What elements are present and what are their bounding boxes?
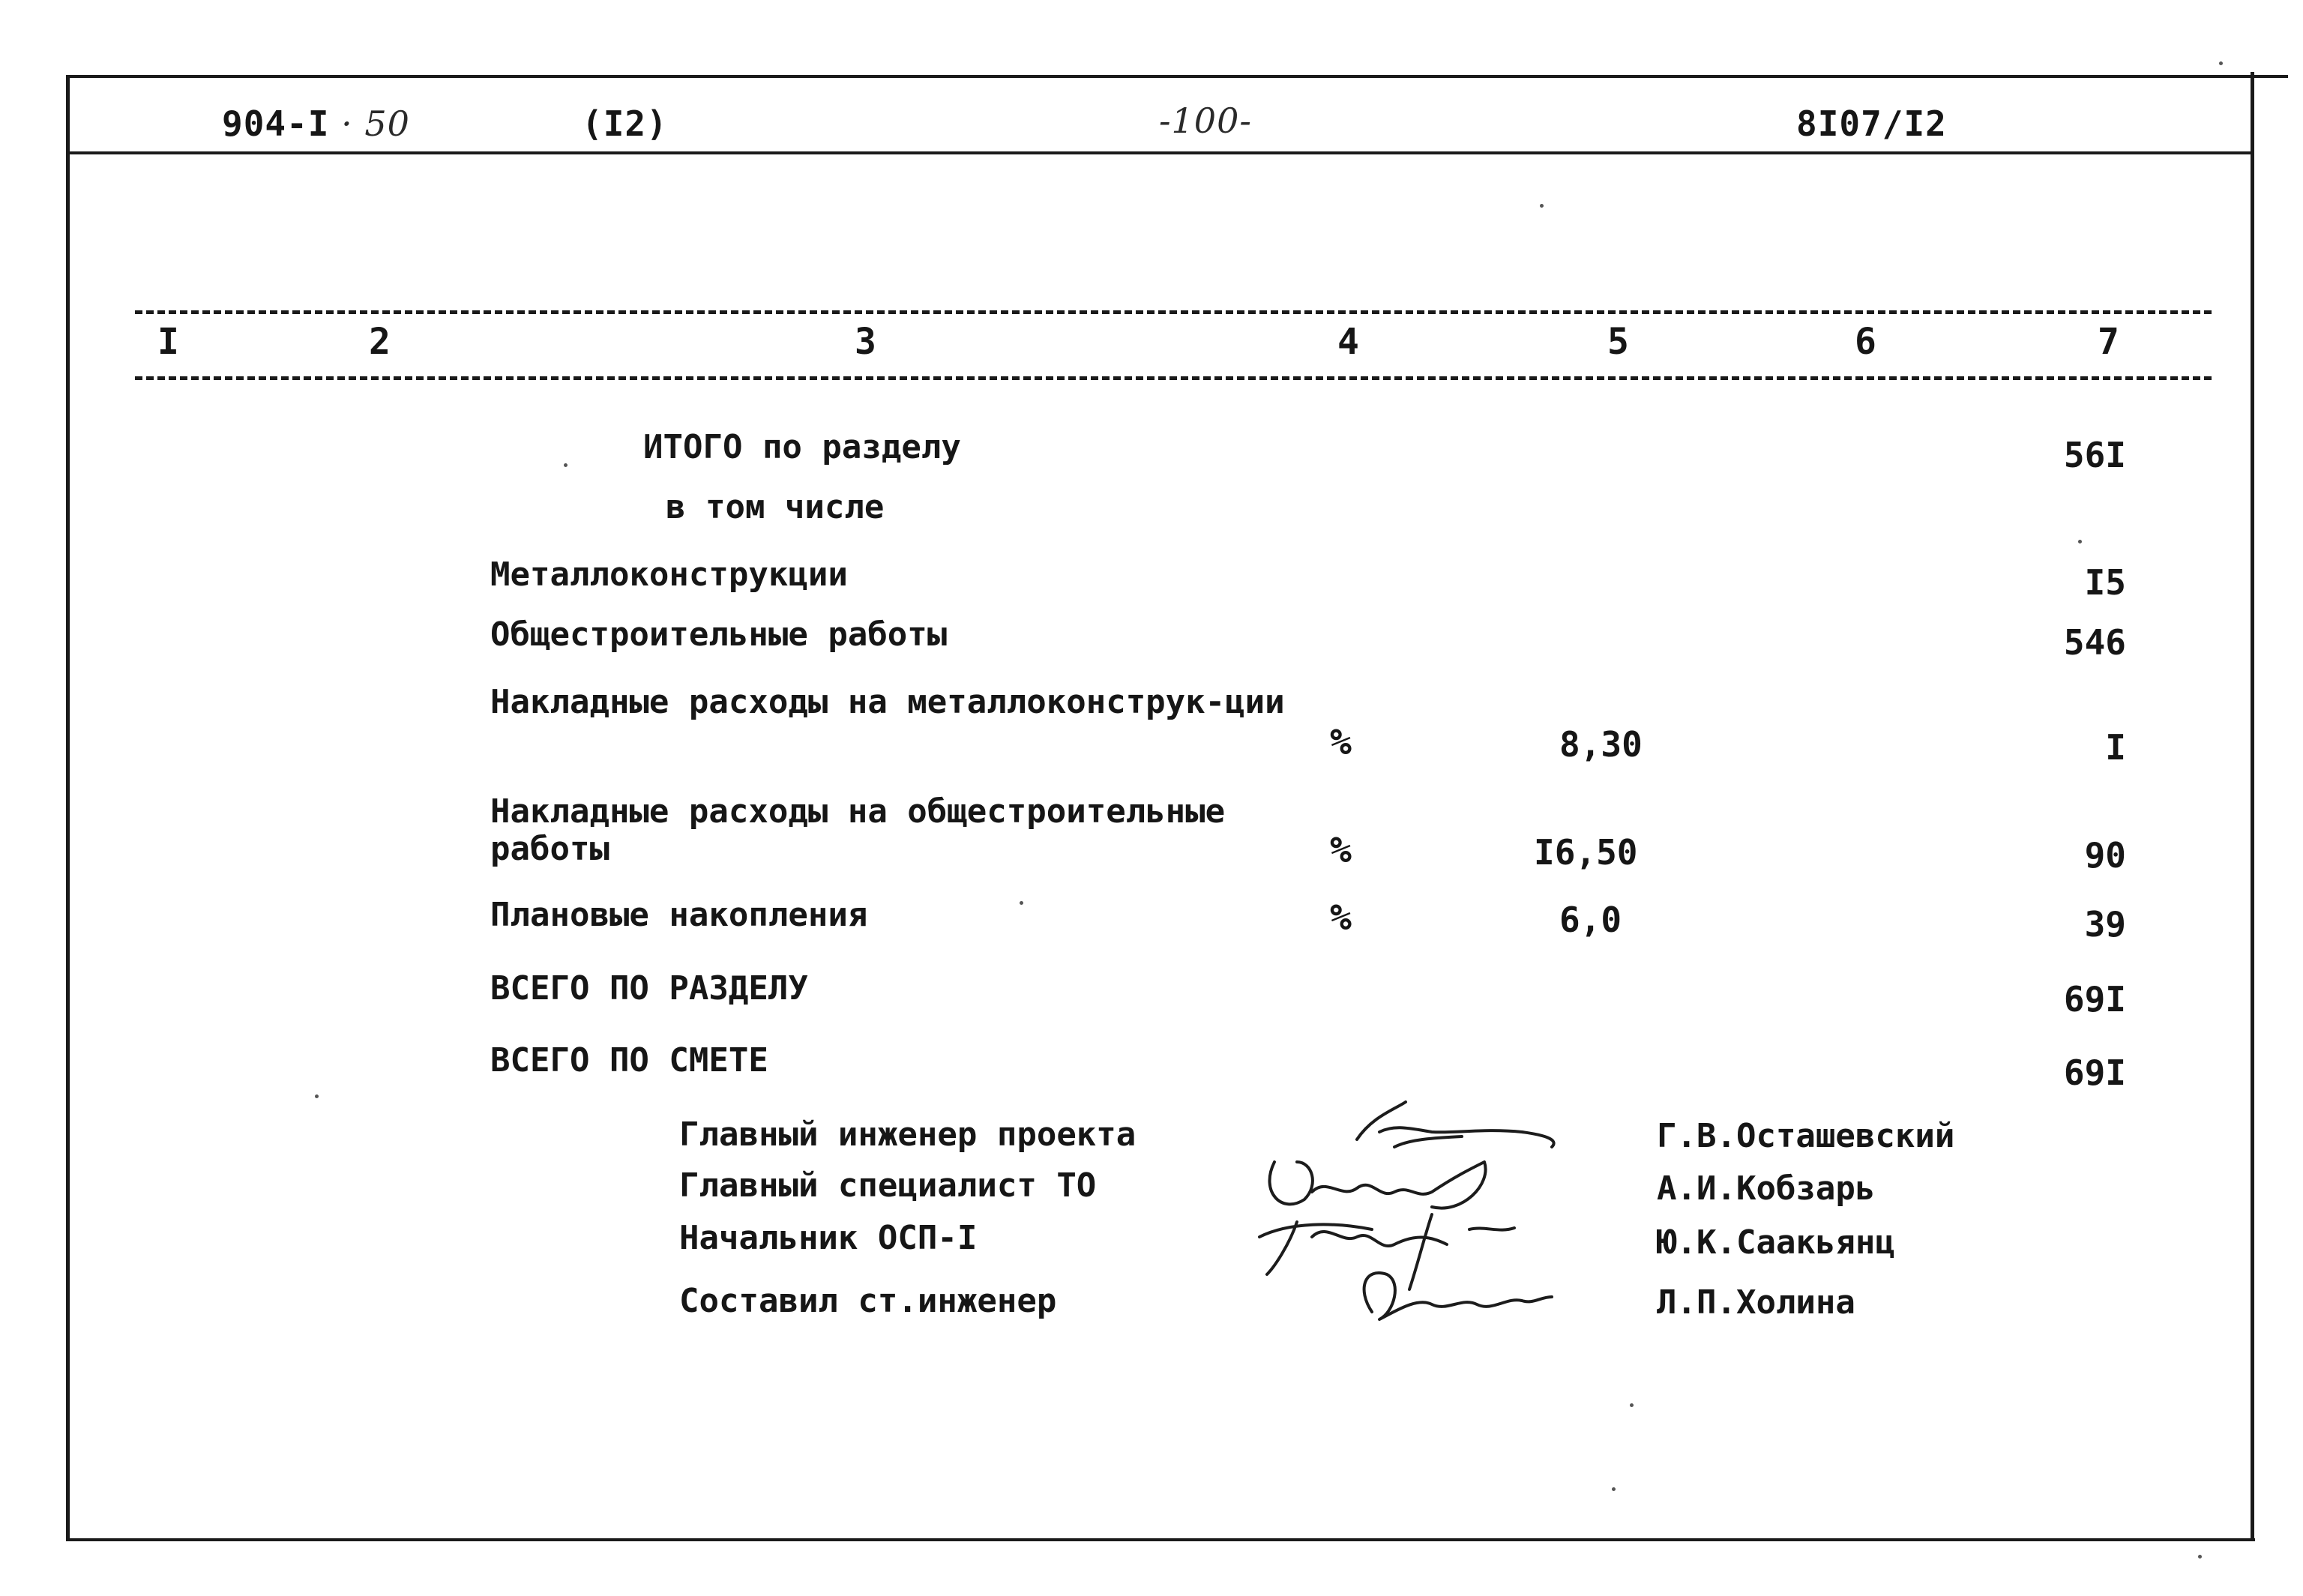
row-nakl-obsh-label: Накладные расходы на общестроительные работы — [490, 792, 1226, 868]
row-itogo-label: ИТОГО по разделу — [643, 428, 961, 466]
row-metall-label: Металлоконструкции — [490, 555, 848, 594]
row-nakl-metall-unit: % — [1330, 721, 1352, 763]
section-number: (I2) — [582, 103, 668, 144]
signatory-position-3: Начальник ОСП-I — [679, 1219, 978, 1257]
signatory-position-1: Главный инженер проекта — [679, 1115, 1137, 1154]
row-obsh-total: 546 — [2063, 622, 2126, 663]
scan-speck — [1630, 1403, 1634, 1407]
scan-speck — [315, 1094, 319, 1098]
row-nakl-metall-rate: 8,30 — [1559, 724, 1643, 765]
frame-right-border — [2251, 72, 2254, 1541]
scan-speck — [2078, 540, 2082, 543]
column-number-5: 5 — [1607, 321, 1629, 363]
signatory-name-4: Л.П.Холина — [1657, 1283, 1855, 1322]
signature-compiler — [1364, 1273, 1552, 1319]
row-vsego-smeta-label: ВСЕГО ПО СМЕТЕ — [490, 1041, 768, 1079]
column-number-1: I — [157, 321, 179, 363]
signatory-position-2: Главный специалист ТО — [679, 1166, 1097, 1205]
row-plan-label: Плановые накопления — [490, 896, 868, 934]
column-number-7: 7 — [2098, 321, 2119, 363]
page-number: -100- — [1159, 100, 1252, 141]
document-code-printed: 904-I — [222, 103, 330, 144]
frame-bottom-border — [69, 1538, 2255, 1541]
row-itogo-total: 56I — [2063, 435, 2126, 475]
scan-speck — [2198, 1555, 2202, 1559]
row-vtom-label: в том числе — [666, 488, 885, 526]
column-number-6: 6 — [1855, 321, 1876, 363]
signatory-position-4: Составил ст.инженер — [679, 1282, 1057, 1320]
signatory-name-2: А.И.Кобзарь — [1657, 1169, 1876, 1208]
row-nakl-obsh-rate: I6,50 — [1534, 832, 1638, 873]
row-vsego-razdel-label: ВСЕГО ПО РАЗДЕЛУ — [490, 969, 808, 1008]
project-number: 8I07/I2 — [1796, 103, 1947, 144]
scan-speck — [1020, 901, 1023, 905]
frame-left-border — [66, 75, 70, 1541]
header-underline — [69, 151, 2251, 154]
row-plan-unit: % — [1330, 897, 1352, 939]
row-nakl-metall-total: I — [2105, 727, 2126, 768]
row-plan-total: 39 — [2084, 904, 2126, 945]
scan-speck — [564, 463, 568, 467]
row-nakl-obsh-total: 90 — [2084, 835, 2126, 876]
signatory-name-1: Г.В.Осташевский — [1657, 1117, 1955, 1155]
row-obsh-label: Общестроительные работы — [490, 615, 948, 654]
row-nakl-obsh-unit: % — [1330, 829, 1352, 871]
signature-chief-engineer — [1357, 1102, 1554, 1147]
signature-department-head — [1259, 1214, 1514, 1289]
handwritten-signatures — [1244, 1087, 1619, 1334]
column-number-2: 2 — [369, 321, 391, 363]
column-header-top-dashes — [135, 310, 2212, 314]
frame-top-border — [69, 75, 2288, 78]
scan-speck — [1612, 1487, 1616, 1491]
row-plan-rate: 6,0 — [1559, 900, 1622, 940]
document-code-handwritten: · 50 — [329, 103, 410, 144]
document-code — [222, 103, 410, 144]
column-number-3: 3 — [855, 321, 876, 363]
row-metall-total: I5 — [2084, 562, 2126, 603]
signature-chief-specialist — [1270, 1162, 1486, 1208]
scan-speck — [1540, 204, 1544, 208]
row-vsego-razdel-total: 69I — [2063, 979, 2126, 1020]
column-number-4: 4 — [1337, 321, 1359, 363]
row-vsego-smeta-total: 69I — [2063, 1053, 2126, 1093]
row-nakl-metall-label: Накладные расходы на металлоконструк-ции — [490, 683, 1285, 721]
column-header-bottom-dashes — [135, 376, 2212, 380]
scan-speck — [2219, 61, 2223, 65]
signatory-name-3: Ю.К.Саакьянц — [1657, 1223, 1895, 1262]
